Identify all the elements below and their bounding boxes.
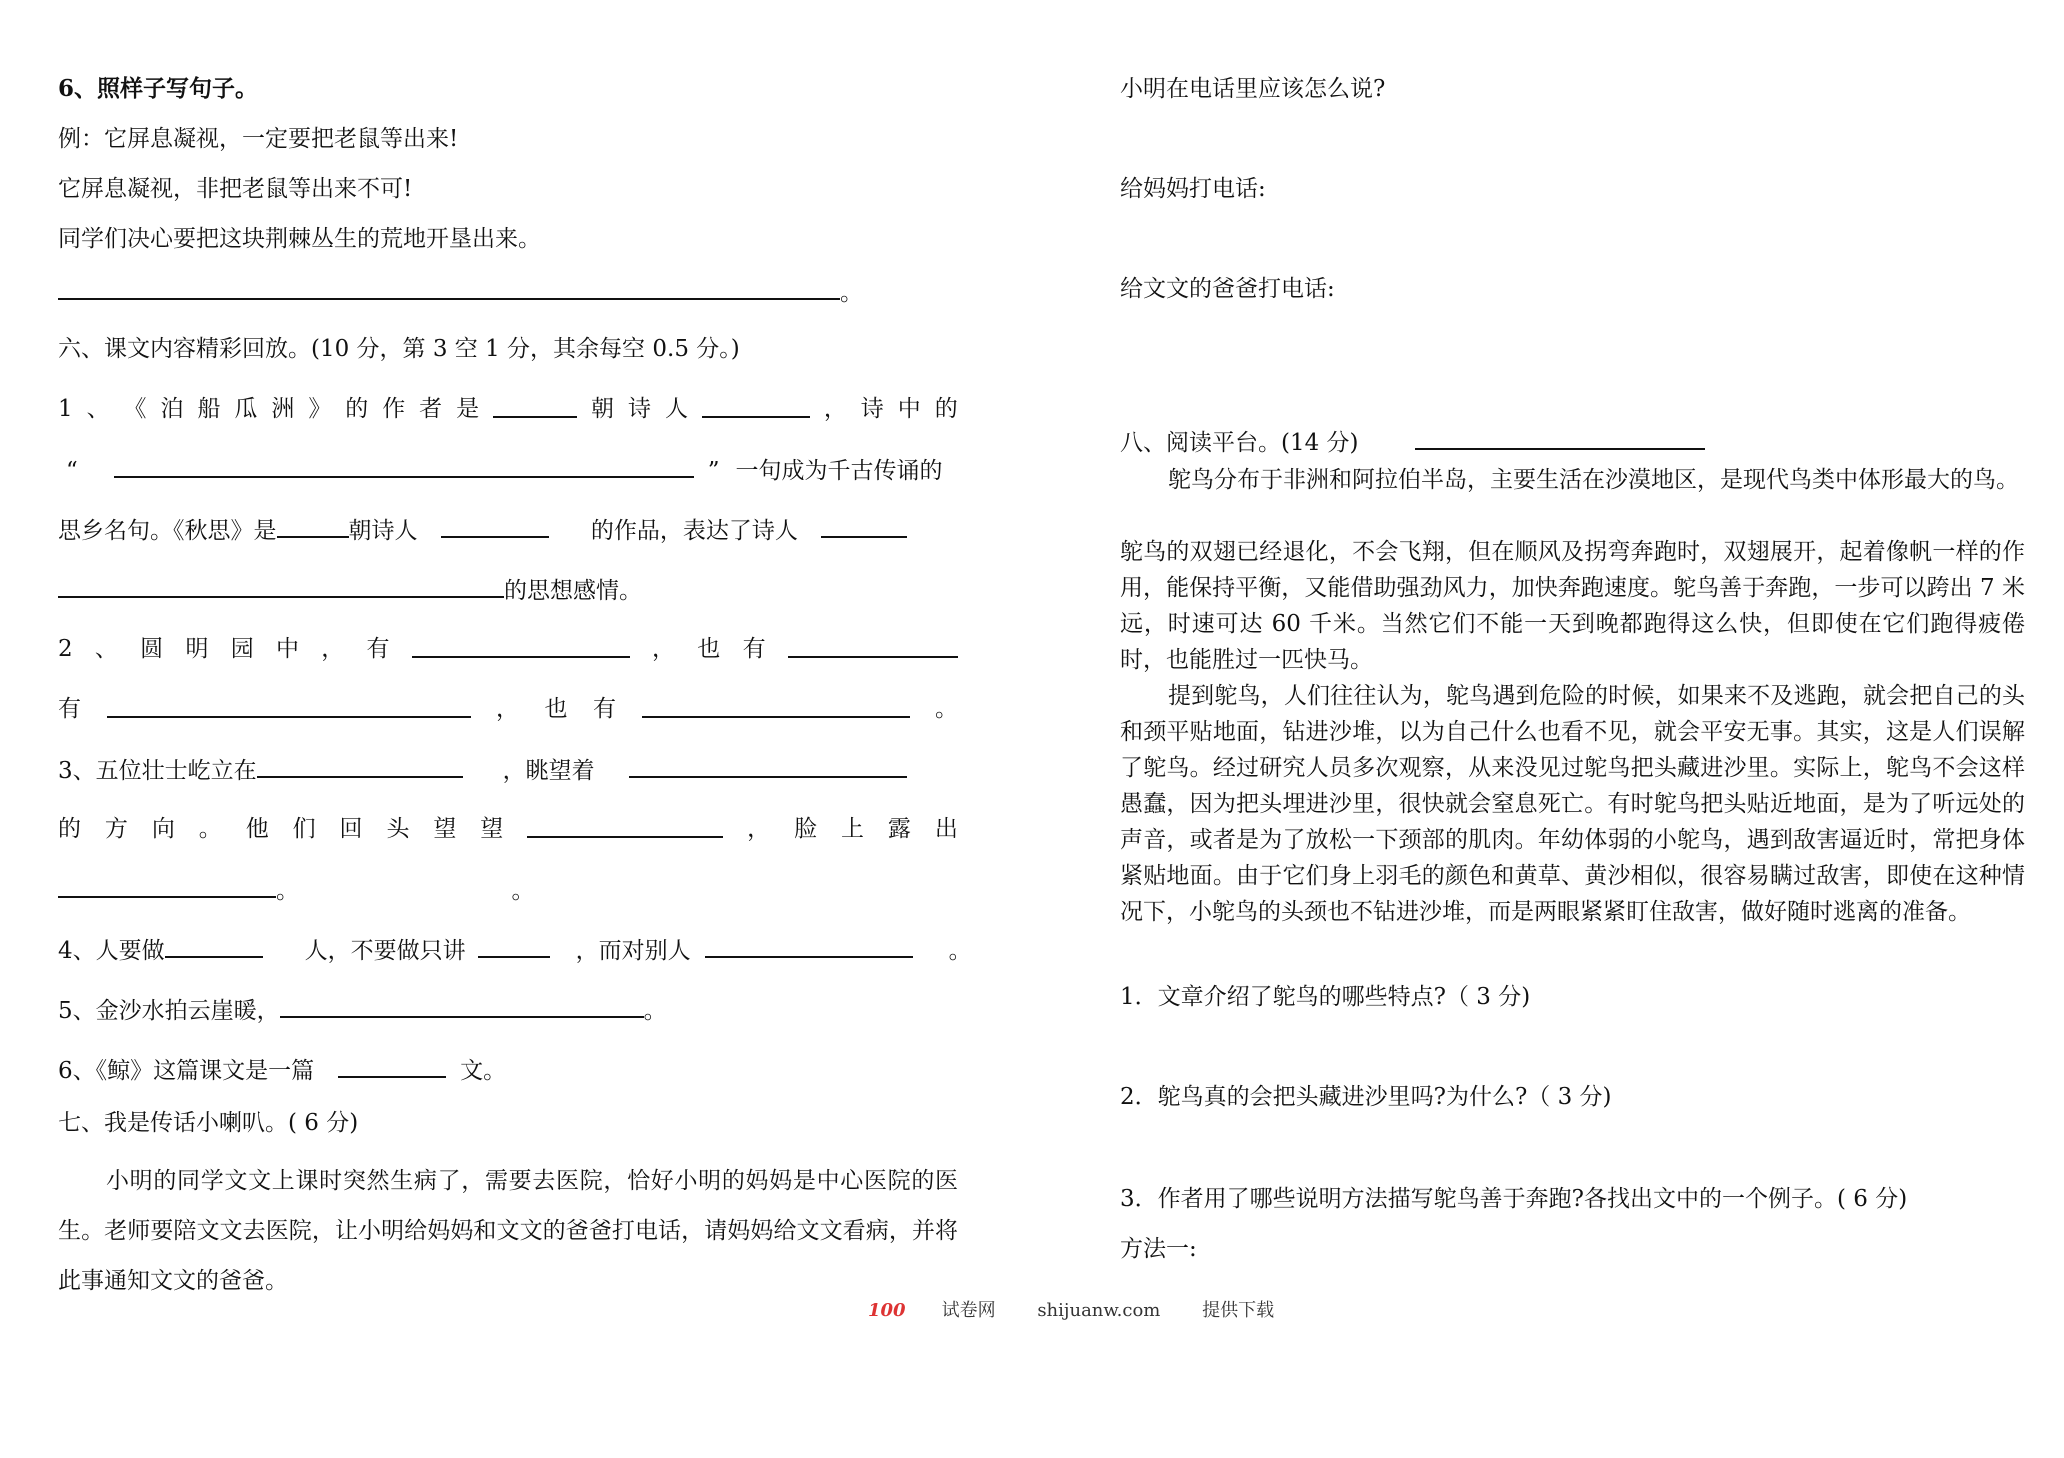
reading-paragraph-1: 鸵鸟分布于非洲和阿拉伯半岛，主要生活在沙漠地区，是现代鸟类中体形最大的鸟。 bbox=[1168, 467, 2019, 493]
s6-3-line-a: 3、五位壮士屹立在 ，眺望着 bbox=[58, 754, 907, 786]
footer-note: 提供下载 bbox=[1202, 1300, 1275, 1321]
s6-4-line: 4、人要做 人，不要做只讲 ，而对别人 。 bbox=[58, 934, 972, 966]
q6-answer-line[interactable] bbox=[58, 276, 863, 308]
reading-question-1: 1．文章介绍了鸵鸟的哪些特点?（ 3 分) bbox=[1120, 984, 1531, 1010]
answer-blank[interactable] bbox=[280, 994, 644, 1018]
phone-dad-label: 给文文的爸爸打电话: bbox=[1120, 276, 1335, 302]
reading-question-2: 2．鸵鸟真的会把头藏进沙里吗?为什么?（ 3 分) bbox=[1120, 1084, 1612, 1110]
answer-blank[interactable] bbox=[114, 454, 694, 478]
answer-blank[interactable] bbox=[58, 574, 504, 598]
method-one-label: 方法一: bbox=[1120, 1236, 1197, 1262]
s6-5-line: 5、金沙水拍云崖暖， 。 bbox=[58, 994, 667, 1026]
s6-1-line-b: “ ” 一句成为千古传诵的 bbox=[58, 454, 943, 486]
answer-blank[interactable] bbox=[821, 514, 907, 538]
reading-paragraph-3: 提到鸵鸟，人们往往认为，鸵鸟遇到危险的时候，如果来不及逃跑，就会把自己的头和颈平贴地面，钻进沙堆，以为自己什么也看不见，就会平安无事。其实，这是人们误解了鸵鸟。经过研究人员多次观察，从来没见过鸵鸟把头藏进沙里。实际上，鸵鸟不会这样愚蠢，因为把头埋进沙里，很快就会窒息死亡。有时鸵鸟把头贴近地面，是为了听远处的声音，或者是为了放松一下颈部的肌肉。年幼体弱的小鸵鸟，遇到敌害逼近时，常把身体紧贴地面。由于它们身上羽毛的颜色和黄草、黄沙相似，很容易瞒过敌害，即使在这种情况下，小鸵鸟的头颈也不钻进沙堆，而是两眼紧紧盯住敌害，做好随时逃离的准备。 bbox=[1120, 683, 2025, 925]
answer-blank[interactable] bbox=[527, 814, 723, 838]
phone-question: 小明在电话里应该怎么说? bbox=[1120, 76, 1386, 102]
phone-mom-label: 给妈妈打电话: bbox=[1120, 176, 1266, 202]
s6-2-line-a: 2 、 圆 明 园 中 ， 有 ， 也 有 bbox=[58, 634, 958, 664]
answer-blank[interactable] bbox=[705, 934, 913, 958]
answer-blank[interactable] bbox=[165, 934, 263, 958]
reading-paragraph-2: 鸵鸟的双翅已经退化，不会飞翔，但在顺风及拐弯奔跑时，双翅展开，起着像帆一样的作用，能保持平衡，又能借助强劲风力，加快奔跑速度。鸵鸟善于奔跑，一步可以跨出 7 米远，时速可达 60 千米。当然它们不能一天到晚都跑得这么快，但即使在它们跑得疲倦时，也能胜过一匹快马。 bbox=[1120, 539, 2025, 673]
answer-blank[interactable] bbox=[58, 874, 276, 898]
answer-blank[interactable] bbox=[107, 694, 471, 718]
s6-1-line-c: 思乡名句。《秋思》是 朝诗人 的作品，表达了诗人 bbox=[58, 514, 907, 546]
answer-blank[interactable] bbox=[412, 634, 630, 658]
answer-blank[interactable] bbox=[478, 934, 550, 958]
s6-6-line: 6、《鲸》这篇课文是一篇 文。 bbox=[58, 1054, 506, 1086]
q6-example: 例：它屏息凝视，一定要把老鼠等出来! bbox=[58, 126, 459, 152]
section-8-title: 八、阅读平台。(14 分) bbox=[1120, 426, 1705, 458]
answer-blank[interactable] bbox=[493, 394, 577, 418]
q6-rewrite: 它屏息凝视，非把老鼠等出来不可! bbox=[58, 176, 413, 202]
site-domain[interactable]: shijuanw.com bbox=[1037, 1300, 1161, 1321]
page-footer bbox=[868, 1296, 1310, 1322]
s6-3-line-b: 的 方 向 。 他 们 回 头 望 望 ， 脸 上 露 出 bbox=[58, 816, 958, 842]
s6-2-line-b: 有 ， 也 有 。 bbox=[58, 696, 958, 722]
reading-question-3: 3．作者用了哪些说明方法描写鸵鸟善于奔跑?各找出文中的一个例子。( 6 分) bbox=[1120, 1186, 1908, 1212]
answer-blank[interactable] bbox=[257, 754, 463, 778]
s6-1-line-a: 1 、 《 泊 船 瓜 洲 》 的 作 者 是 朝 诗 人 ， 诗 中 的 bbox=[58, 396, 958, 422]
answer-blank[interactable] bbox=[788, 634, 958, 658]
answer-blank[interactable] bbox=[338, 1054, 446, 1078]
score-blank[interactable] bbox=[1415, 426, 1705, 450]
section-6-title: 六、课文内容精彩回放。(10 分，第 3 空 1 分，其余每空 0.5 分。) bbox=[58, 336, 740, 362]
site-name: 试卷网 bbox=[941, 1300, 996, 1321]
section-7-title: 七、我是传话小喇叭。( 6 分) bbox=[58, 1110, 359, 1136]
q6-task: 同学们决心要把这块荆棘丛生的荒地开垦出来。 bbox=[58, 226, 541, 252]
answer-blank[interactable] bbox=[58, 276, 840, 300]
site-logo: 100 bbox=[868, 1300, 906, 1321]
section-7-paragraph: 小明的同学文文上课时突然生病了，需要去医院，恰好小明的妈妈是中心医院的医生。老师要陪文文去医院，让小明给妈妈和文文的爸爸打电话，请妈妈给文文看病，并将此事通知文文的爸爸。 bbox=[58, 1168, 958, 1294]
answer-blank[interactable] bbox=[702, 394, 810, 418]
answer-blank[interactable] bbox=[441, 514, 549, 538]
answer-blank[interactable] bbox=[277, 514, 349, 538]
s6-3-line-c: 。 。 bbox=[58, 874, 535, 906]
period: 。 bbox=[840, 280, 863, 306]
answer-blank[interactable] bbox=[642, 694, 910, 718]
answer-blank[interactable] bbox=[629, 754, 907, 778]
s6-1-line-d: 的思想感情。 bbox=[58, 574, 642, 606]
q6-title: 6、照样子写句子。 bbox=[58, 75, 259, 102]
